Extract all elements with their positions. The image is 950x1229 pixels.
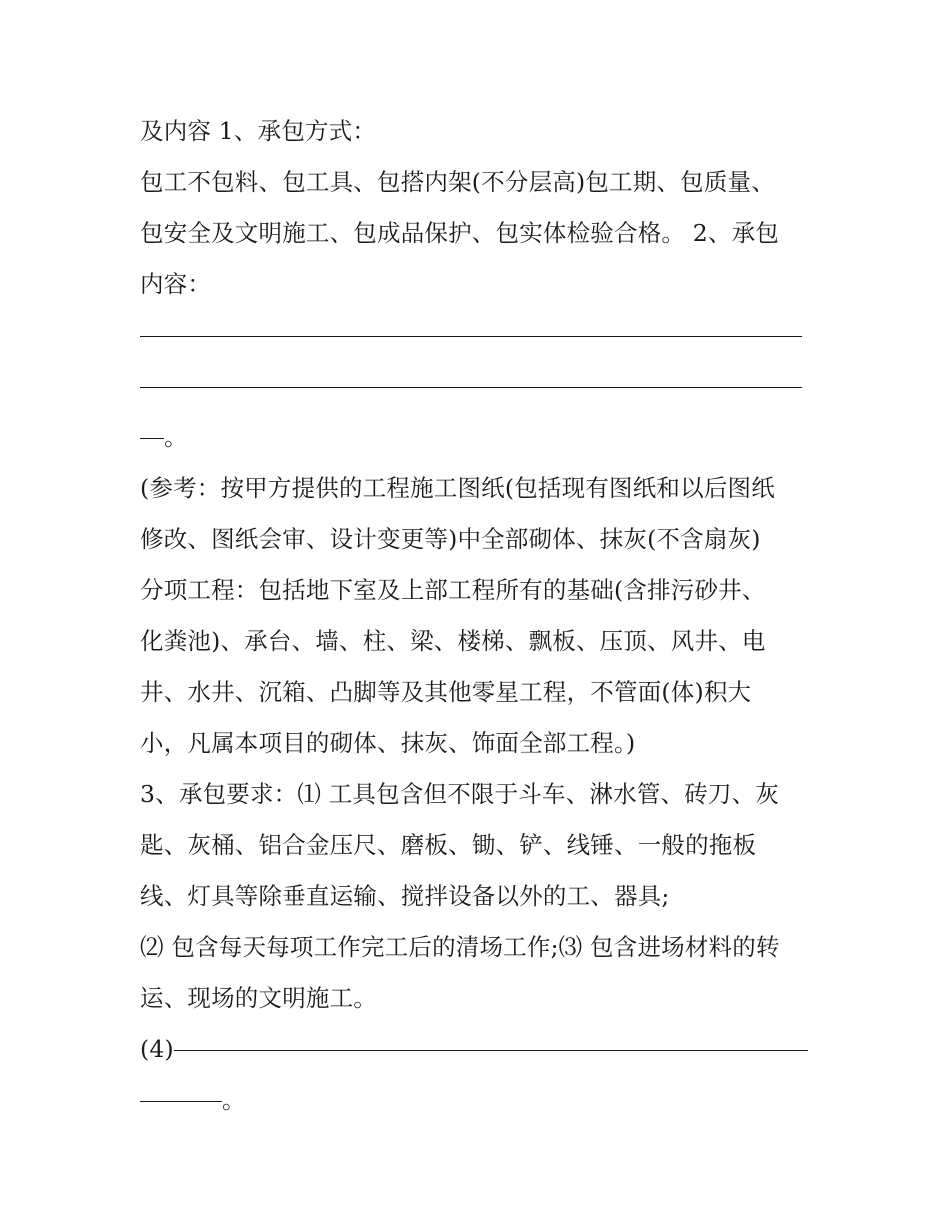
fill-in-blank[interactable] <box>174 1020 808 1051</box>
text-line: 包安全及文明施工、包成品保护、包实体检验合格。 2、承包 <box>140 219 780 247</box>
fill-in-blank[interactable] <box>140 306 802 337</box>
text-line: 及内容 1、承包方式： <box>140 117 377 145</box>
text-line: 运、现场的文明施工。 <box>140 984 377 1012</box>
text-line: 化粪池)、承台、墙、柱、梁、楼梯、飘板、压顶、风井、电 <box>140 627 766 655</box>
text-line: 分项工程：包括地下室及上部工程所有的基础(含排污砂井、 <box>140 576 766 604</box>
fill-in-line <box>140 1075 812 1126</box>
line-end-punctuation: 。 <box>222 1086 246 1114</box>
line-end-punctuation: 。 <box>164 423 188 451</box>
text-line: 匙、灰桶、铝合金压尺、磨板、锄、铲、线锤、一般的拖板 <box>140 831 757 859</box>
text-line: 内容： <box>140 270 212 298</box>
text-line: (参考：按甲方提供的工程施工图纸(包括现有图纸和以后图纸 <box>140 474 775 502</box>
document-page <box>140 106 812 1126</box>
text-line: 包工不包料、包工具、包搭内架(不分层高)包工期、包质量、 <box>140 168 775 196</box>
text-line: 井、水井、沉箱、凸脚等及其他零星工程，不管面(体)积大 <box>140 678 752 706</box>
item-number: (4) <box>140 1035 174 1063</box>
fill-in-line <box>140 412 812 463</box>
text-line: 修改、图纸会审、设计变更等)中全部砌体、抹灰(不含扇灰) <box>140 525 761 553</box>
fill-in-line <box>140 1024 812 1075</box>
fill-in-blank[interactable] <box>140 357 802 388</box>
fill-in-line <box>140 361 812 412</box>
text-line: 线、灯具等除垂直运输、搅拌设备以外的工、器具; <box>140 882 670 910</box>
text-line: 3、承包要求：⑴ 工具包含但不限于斗车、淋水管、砖刀、灰 <box>140 780 780 808</box>
fill-in-line <box>140 310 812 361</box>
text-line: ⑵ 包含每天每项工作完工后的清场工作;⑶ 包含进场材料的转 <box>140 933 780 961</box>
fill-in-blank[interactable] <box>140 1071 222 1102</box>
fill-in-blank[interactable] <box>140 408 164 439</box>
text-line: 小，凡属本项目的砌体、抹灰、饰面全部工程。) <box>140 729 636 757</box>
